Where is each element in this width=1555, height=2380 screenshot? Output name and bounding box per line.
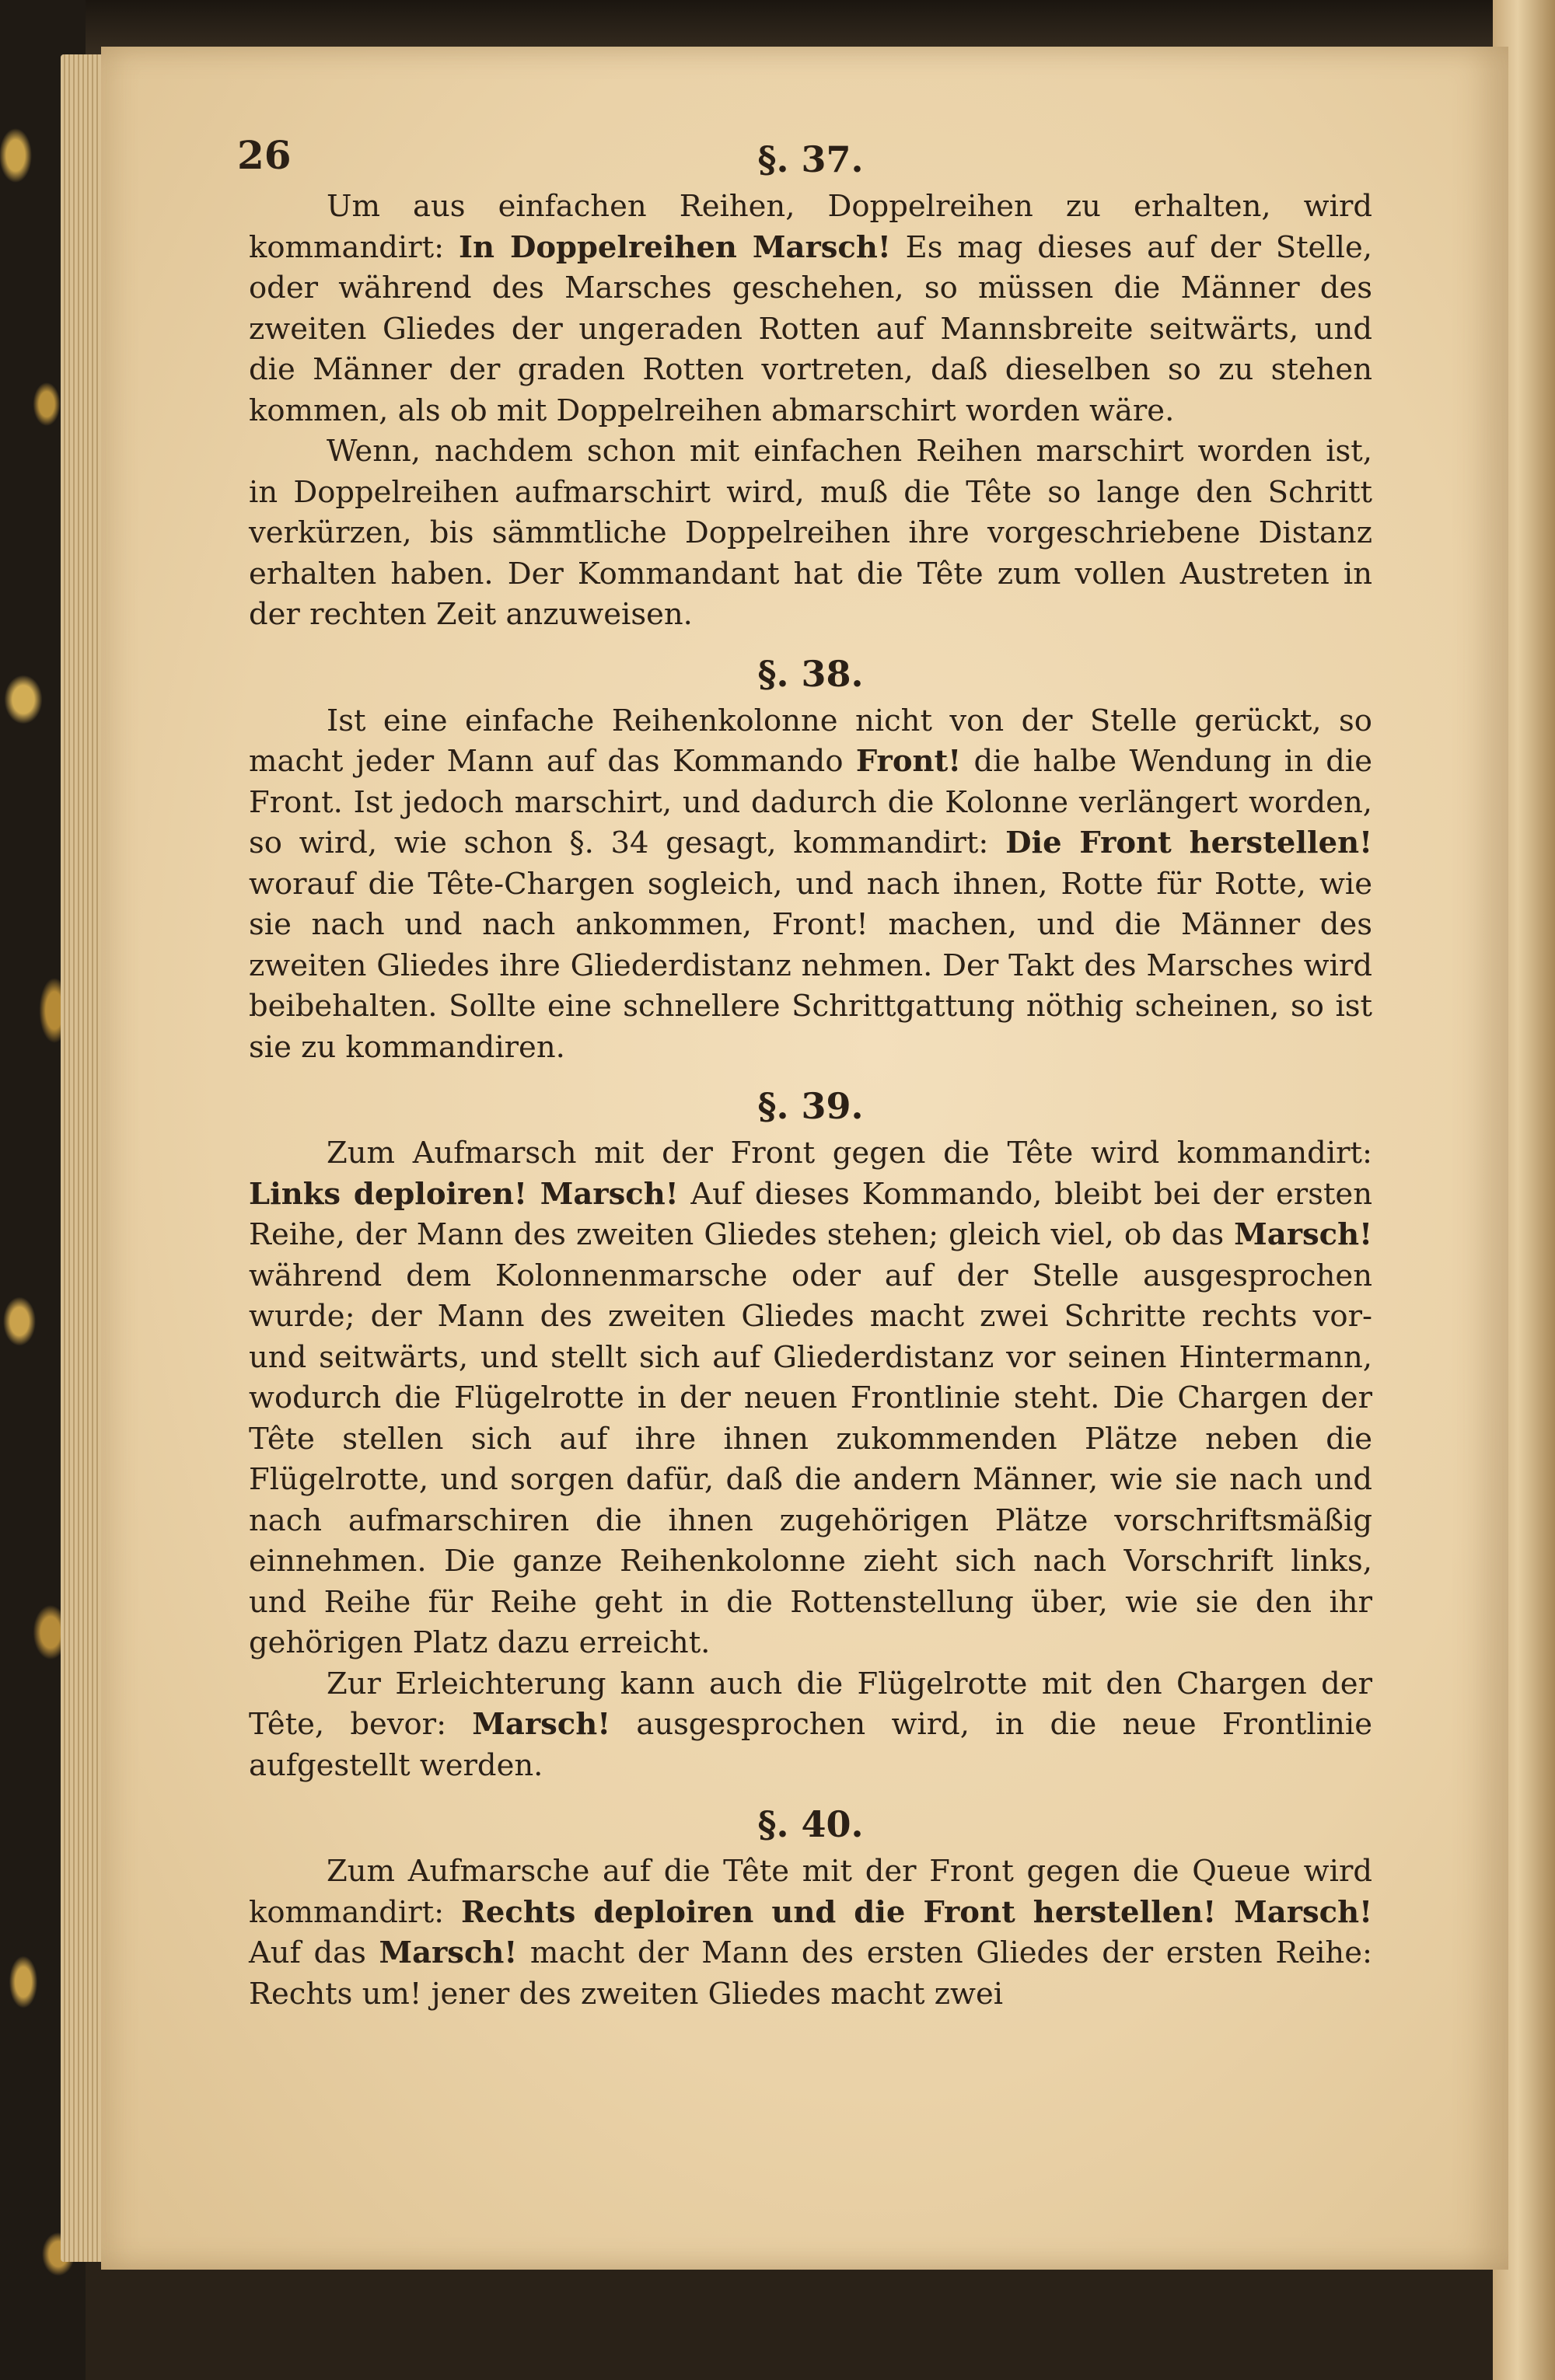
section-heading-38: §. 38. <box>757 652 864 695</box>
text-run: Um aus einfachen Reihen, Doppelreihen zu erhalten, wird kommandirt: <box>249 189 1372 265</box>
command-text: Rechts deploiren und die Front herstellen! Marsch! <box>460 1894 1372 1930</box>
command-text: In Doppelreihen Marsch! <box>458 229 891 265</box>
text-run: während dem Kolonnenmarsche oder auf der Stelle ausgesprochen wurde; der Mann des zweiten Gliedes macht zwei Schritte rechts vor- und seitwärts, und stellt sich auf Gliederdistanz vor seinen Hintermann, wodurch die Flügelrotte in der neuen Frontlinie steht. Die Chargen der Tête stellen sich auf ihre ihnen zukommenden Plätze neben die Flügelrotte, und sorgen dafür, daß die andern Männer, wie sie nach und nach aufmarschiren die ihnen zugehörigen Plätze vorschriftsmäßig einnehmen. Die ganze Reihenkolonne zieht sich nach Vorschrift links, und Reihe für Reihe geht in die Rottenstellung über, wie sie den ihr gehörigen Platz dazu erreicht. <box>249 1258 1372 1660</box>
paragraph <box>249 187 1372 431</box>
text-run: worauf die Tête-Chargen sogleich, und nach ihnen, Rotte für Rotte, wie sie nach und nach ankommen, Front! machen, und die Männer des zweiten Gliedes ihre Gliederdistanz nehmen. Der Takt des Marsches wird beibehalten. Sollte eine schnellere Schrittgattung nöthig scheinen, so ist sie zu kommandiren. <box>249 866 1372 1065</box>
paragraph <box>249 1664 1372 1787</box>
text-run: die halbe Wendung in die Front. Ist jedoch marschirt, und dadurch die Kolonne verlängert worden, so wird, wie schon §. 34 gesagt, kommandirt: <box>249 744 1372 860</box>
command-text: Marsch! <box>379 1935 518 1970</box>
text-run: macht der Mann des ersten Gliedes der ersten Reihe: Rechts um! jener des zweiten Gliedes macht zwei <box>249 1935 1372 2012</box>
page-leaves-edge <box>61 54 107 2262</box>
paragraph: Wenn, nachdem schon mit einfachen Reihen marschirt worden ist, in Doppelreihen aufmarschirt wird, muß die Tête so lange den Schritt verkürzen, bis sämmtliche Doppelreihen ihre vorgeschriebene Distanz erhalten haben. Der Kommandant hat die Tête zum vollen Austreten in der rechten Zeit anzuweisen. <box>249 434 1372 632</box>
text-run: Ist eine einfache Reihenkolonne nicht von der Stelle gerückt, so macht jeder Mann auf das Kommando <box>249 703 1372 779</box>
text-run: ausgesprochen wird, in die neue Frontlinie aufgestellt werden. <box>249 1707 1372 1783</box>
paragraph <box>249 701 1372 1069</box>
text-run: Auf das <box>249 1935 379 1970</box>
command-text: Marsch! <box>472 1707 611 1742</box>
paragraph <box>249 1851 1372 2015</box>
command-text: Die Front herstellen! <box>1005 825 1372 860</box>
text-run: Zur Erleichterung kann auch die Flügelrotte mit den Chargen der Tête, bevor: <box>249 1666 1372 1742</box>
section-heading-39: §. 39. <box>757 1085 864 1127</box>
paragraph <box>249 1133 1372 1664</box>
page-text <box>249 132 1372 2015</box>
command-text: Marsch! <box>1234 1217 1372 1252</box>
command-text: Front! <box>855 744 962 779</box>
command-text: Links deploiren! Marsch! <box>249 1176 679 1212</box>
page-number: 26 <box>237 132 292 178</box>
section-heading-40: §. 40. <box>757 1803 864 1845</box>
text-run: Zum Aufmarsche auf die Tête mit der Front gegen die Queue wird kommandirt: <box>249 1854 1372 1930</box>
text-run: Es mag dieses auf der Stelle, oder während des Marsches geschehen, so müssen die Männer des zweiten Gliedes der ungeraden Rotten auf Mannsbreite seitwärts, und die Männer der graden Rotten vortreten, daß dieselben so zu stehen kommen, als ob mit Doppelreihen abmarschirt worden wäre. <box>249 229 1372 428</box>
text-run: Auf dieses Kommando, bleibt bei der ersten Reihe, der Mann des zweiten Gliedes stehen; gleich viel, ob das <box>249 1176 1372 1252</box>
section-heading-37: §. 37. <box>757 138 864 180</box>
text-run: Zum Aufmarsch mit der Front gegen die Tête wird kommandirt: <box>327 1136 1372 1171</box>
